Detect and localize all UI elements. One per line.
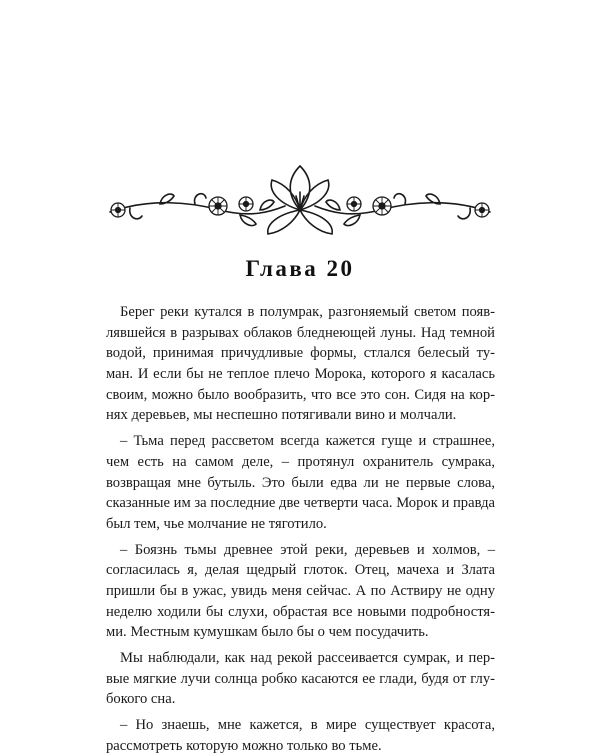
floral-ornament-icon: [100, 160, 500, 240]
text-line: своим, можно было вообразить, что все это сон. Сидя на кор-: [106, 386, 495, 403]
text-line: ми. Местным кумушкам было бы о чем посудачить.: [106, 624, 429, 641]
text-line: – Но знаешь, мне кажется, в мире существует красота,: [120, 717, 495, 734]
paragraph: [106, 431, 495, 534]
paragraph: [106, 302, 495, 426]
text-line: возвращая мне бутыль. Это были едва ли не первые слова,: [106, 474, 495, 491]
text-line: Мы наблюдали, как над рекой рассеивается сумрак, и пер-: [120, 650, 495, 666]
text-line: согласилась я, делая щедрый глоток. Отец, мачеха и Злата: [106, 562, 495, 579]
text-line: пришли бы в ужас, увидь меня сейчас. А по Аствиру не одну: [106, 582, 495, 599]
chapter-text: [106, 302, 495, 756]
text-line: рассмотреть которую можно только во тьме.: [106, 737, 382, 754]
text-line: сказанные им за последние две четверти часа. Морок и правда: [106, 495, 495, 512]
text-line: вые мягкие лучи солнца робко касаются ее глади, будя от глу-: [106, 670, 495, 687]
paragraph: [106, 540, 495, 643]
text-line: нях деревьев, мы неспешно потягивали вино и молчали.: [106, 407, 457, 424]
text-line: – Тьма перед рассветом всегда кажется гуще и страшнее,: [120, 433, 495, 450]
text-line: чем есть на самом деле, – протянул охранитель сумрака,: [106, 453, 495, 470]
text-line: Берег реки кутался в полумрак, разгоняемый светом появ-: [120, 304, 495, 320]
text-line: бокого сна.: [106, 691, 176, 708]
text-line: лявшейся в разрывах облаков бледнеющей луны. Над темной: [106, 324, 495, 341]
text-line: неделю ходили бы слухи, обрастая все новыми подробностя-: [106, 603, 495, 620]
text-line: был тем, чье молчание не тяготило.: [106, 515, 327, 532]
paragraph: [106, 648, 495, 710]
text-line: водой, принимая причудливые формы, стлался белесый ту-: [106, 345, 495, 362]
text-line: ман. И если бы не теплое плечо Морока, которого я касалась: [106, 366, 495, 383]
text-line: – Боязнь тьмы древнее этой реки, деревьев и холмов, –: [120, 541, 495, 558]
chapter-title: Глава 20: [245, 256, 355, 281]
